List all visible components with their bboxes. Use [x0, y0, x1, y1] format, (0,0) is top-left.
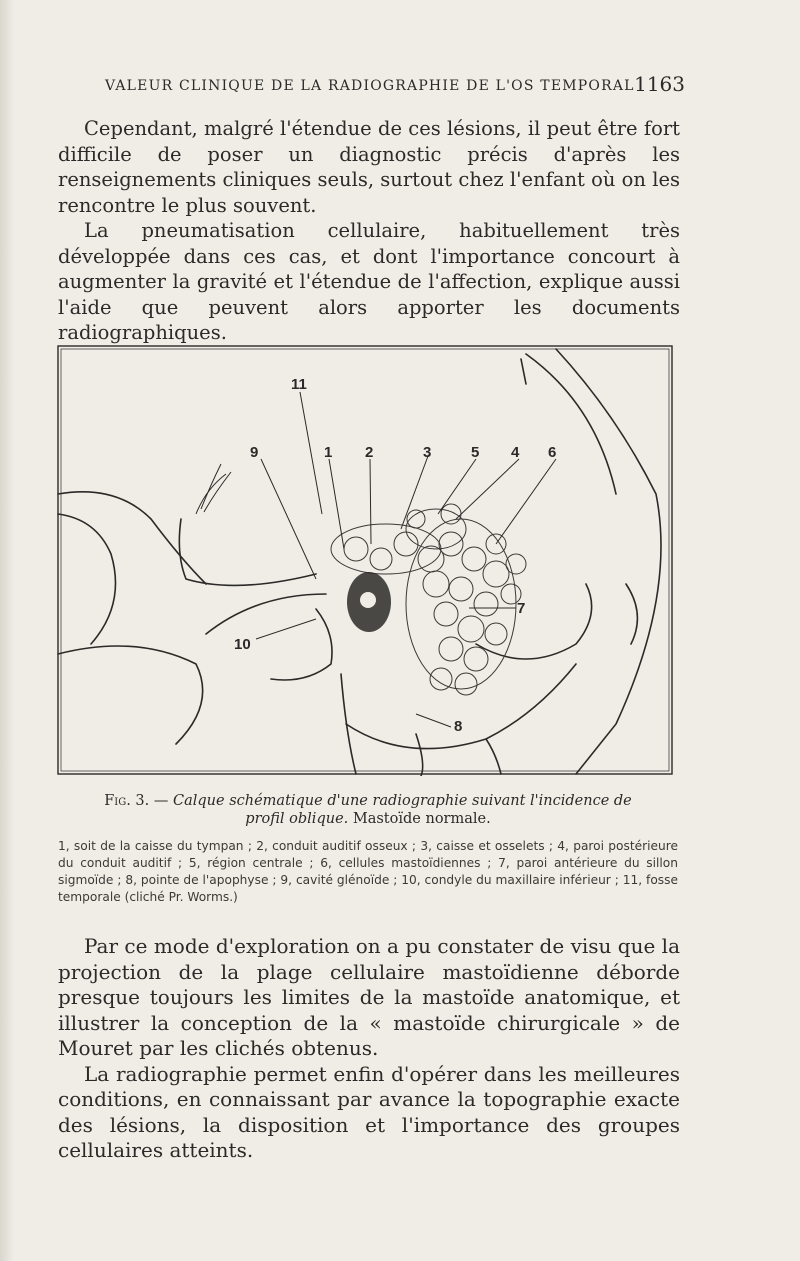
figure-label-10: 10 [234, 636, 251, 653]
figure-caption [58, 792, 678, 906]
running-head-title: VALEUR CLINIQUE DE LA RADIOGRAPHIE DE L'OS TEMPORAL [105, 78, 635, 94]
caption-legend: 1, soit de la caisse du tympan ; 2, conduit auditif osseux ; 3, caisse et osselets ; 4, paroi postérieure du conduit auditif ; 5, région centrale ; 6, cellules mastoïdiennes ; 7, paroi antérieure du sillon sigmoïde ; 8, pointe de l'apophyse ; 9, cavité glénoïde ; 10, condyle du maxillaire inférieur ; 11, fosse temporale (cliché Pr. Worms.) [58, 839, 678, 904]
page-edge-shadow [0, 0, 14, 1261]
figure-label-6: 6 [548, 444, 557, 461]
figure-labels [56, 344, 674, 776]
figure-label-2: 2 [365, 444, 374, 461]
paragraph: La radiographie permet enfin d'opérer dans les meilleures conditions, en connaissant par avance la topographie exacte des lésions, la disposition et l'importance des groupes cellulaires atteints. [58, 1061, 680, 1162]
caption-rest: Mastoïde normale. [352, 811, 491, 827]
page-number: 1163 [634, 72, 685, 96]
figure-label-9: 9 [250, 444, 259, 461]
caption-title [58, 792, 678, 828]
figure-label-3: 3 [423, 444, 432, 461]
paragraph: Cependant, malgré l'étendue de ces lésions, il peut être fort difficile de poser un diagnostic précis d'après les renseignements cliniques seuls, surtout chez l'enfant où on les rencontre le plus souvent. [58, 117, 680, 217]
paragraph: La pneumatisation cellulaire, habituellement très développée dans ces cas, et dont l'importance concourt à augmenter la gravité et l'étendue de l'affection, explique aussi l'aide que peuvent alors apporter les documents radiographiques. [58, 219, 680, 344]
figure-label-7: 7 [517, 600, 526, 617]
running-head [105, 72, 685, 98]
anatomical-figure [56, 344, 674, 776]
paragraph: Par ce mode d'exploration on a pu constater de visu que la projection de la plage cellulaire mastoïdienne déborde presque toujours les limites de la mastoïde anatomique, et illustrer la conception de la « mastoïde chirurgicale » de Mouret par les clichés obtenus. [58, 934, 680, 1060]
caption-italic: Calque schématique d'une radiographie suivant l'incidence de profil oblique. [173, 793, 632, 827]
text-block-top [58, 116, 680, 346]
figure-label-8: 8 [454, 718, 463, 735]
figure-label-4: 4 [511, 444, 520, 461]
figure-label-5: 5 [471, 444, 480, 461]
figure-label-11: 11 [291, 376, 307, 393]
text-block-bottom [58, 934, 680, 1164]
figure-label-1: 1 [324, 444, 333, 461]
caption-prefix: Fig. 3. — [104, 793, 169, 809]
